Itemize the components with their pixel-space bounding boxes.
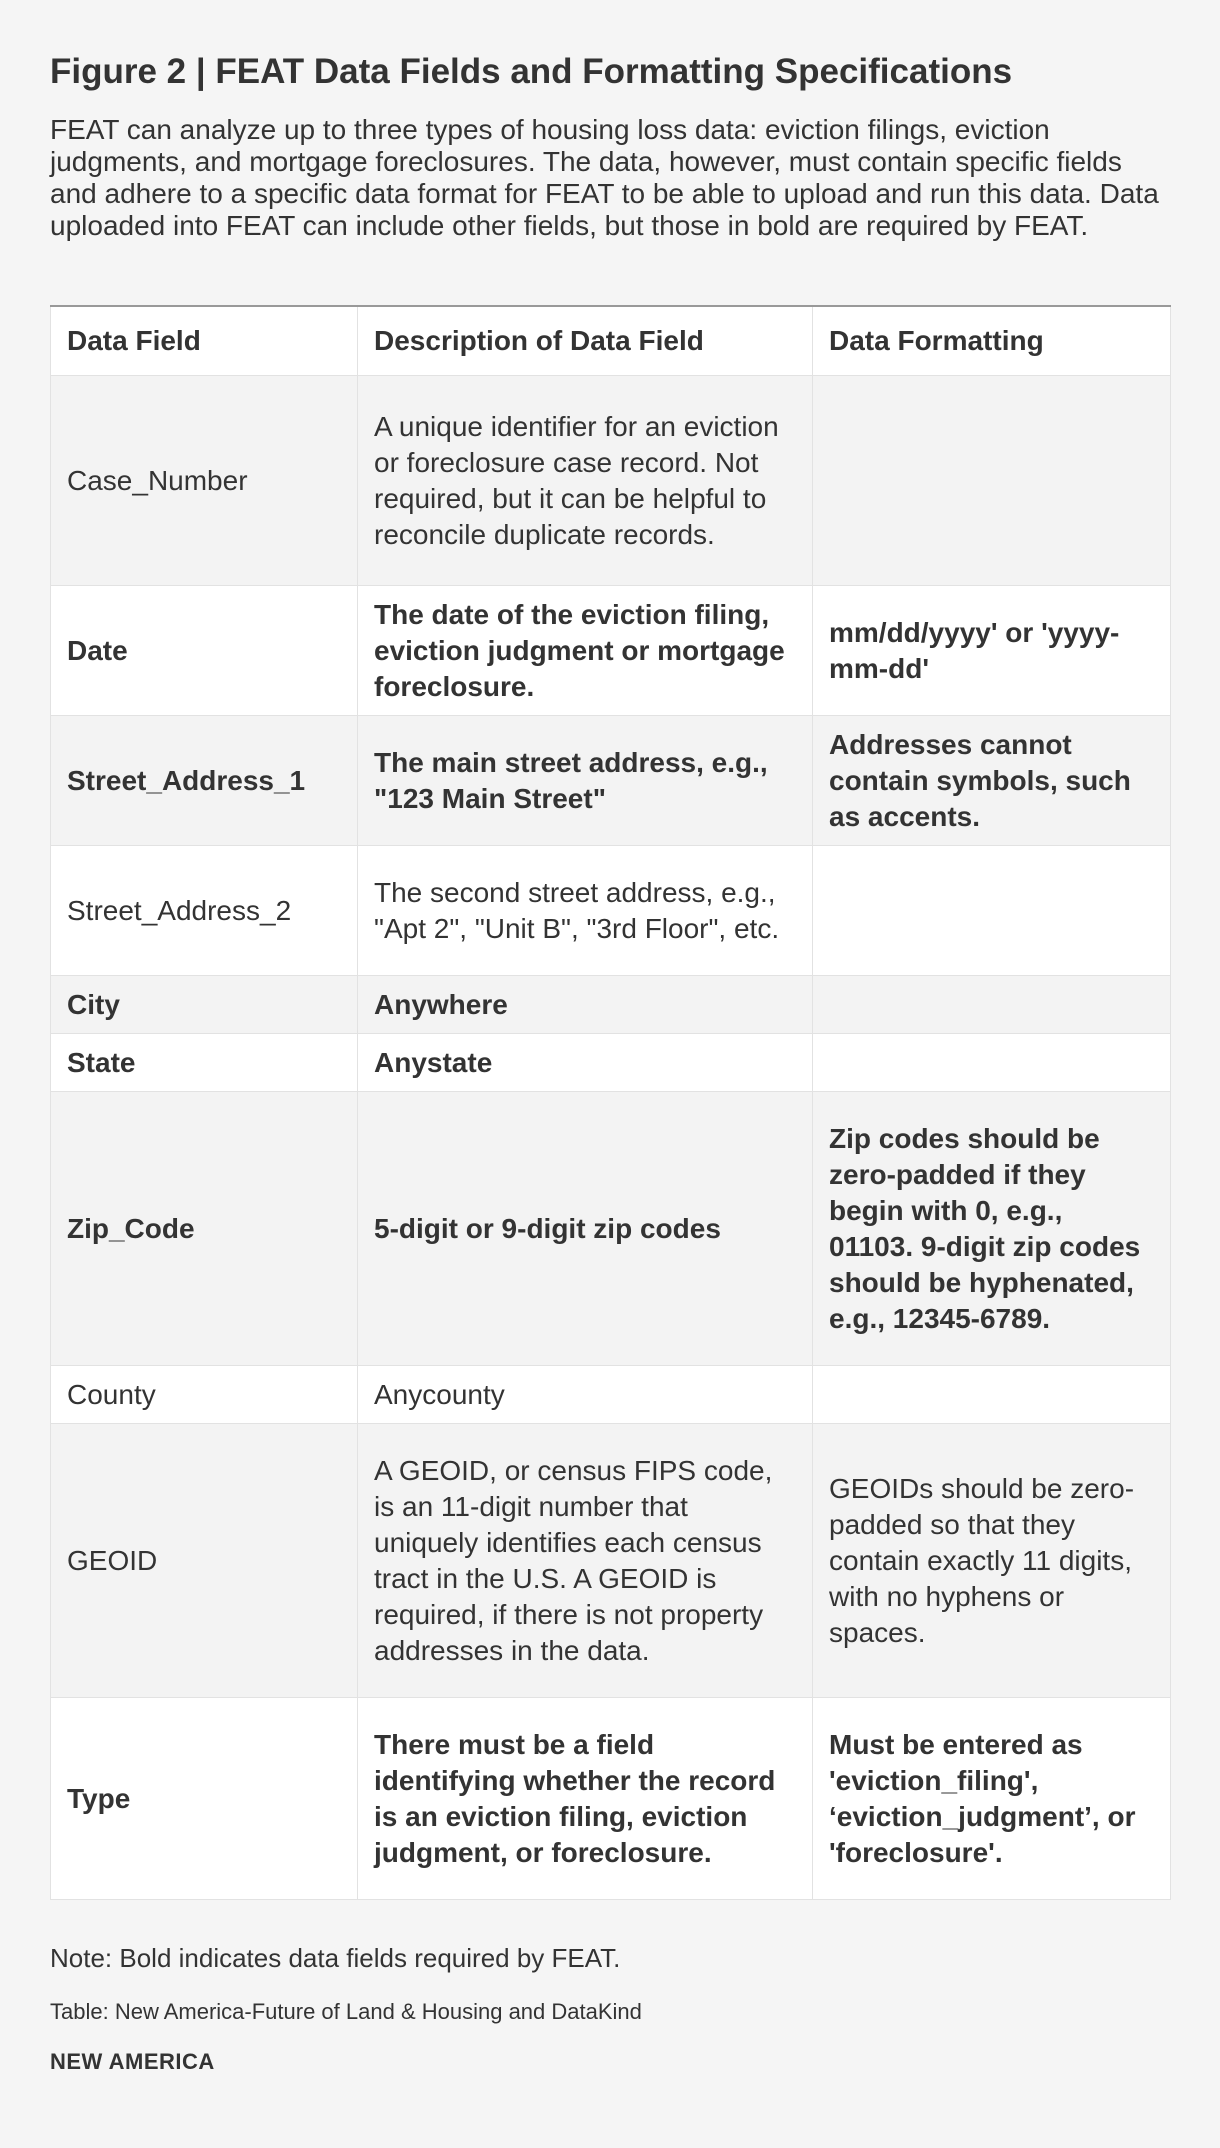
cell-description: A unique identifier for an eviction or foreclosure case record. Not required, but it can be helpful to reconcile duplicate records. [358,376,813,586]
cell-formatting [813,976,1171,1034]
cell-field: Street_Address_1 [51,716,358,846]
cell-description: Anywhere [358,976,813,1034]
cell-formatting: mm/dd/yyyy' or 'yyyy-mm-dd' [813,586,1171,716]
table-row [51,1424,1171,1698]
header-formatting: Data Formatting [813,306,1171,376]
table-row [51,1092,1171,1366]
cell-field: GEOID [51,1424,358,1698]
cell-field: Street_Address_2 [51,846,358,976]
cell-description: The second street address, e.g., "Apt 2", "Unit B", "3rd Floor", etc. [358,846,813,976]
table-row [51,1698,1171,1900]
table-source: Table: New America-Future of Land & Housing and DataKind [50,1999,642,2024]
table-row [51,1034,1171,1092]
cell-formatting: Must be entered as 'eviction_filing', ‘eviction_judgment’, or 'foreclosure'. [813,1698,1171,1900]
cell-field: Case_Number [51,376,358,586]
table-row [51,376,1171,586]
cell-description: Anycounty [358,1366,813,1424]
table-header-row [51,306,1171,376]
cell-description: Anystate [358,1034,813,1092]
cell-field: State [51,1034,358,1092]
cell-formatting: Addresses cannot contain symbols, such as accents. [813,716,1171,846]
cell-description: A GEOID, or census FIPS code, is an 11-digit number that uniquely identifies each census tract in the U.S. A GEOID is required, if there is not property addresses in the data. [358,1424,813,1698]
cell-description: The date of the eviction filing, eviction judgment or mortgage foreclosure. [358,586,813,716]
cell-field: City [51,976,358,1034]
cell-field: Zip_Code [51,1092,358,1366]
table-row [51,1366,1171,1424]
cell-field: Date [51,586,358,716]
table-note: Note: Bold indicates data fields required by FEAT. [50,1943,621,1973]
cell-field: County [51,1366,358,1424]
cell-description: There must be a field identifying whether the record is an eviction filing, eviction judgment, or foreclosure. [358,1698,813,1900]
figure-title: Figure 2 | FEAT Data Fields and Formatting Specifications [50,52,1013,91]
cell-description: 5-digit or 9-digit zip codes [358,1092,813,1366]
cell-formatting [813,1034,1171,1092]
table-row [51,586,1171,716]
cell-formatting: GEOIDs should be zero-padded so that they contain exactly 11 digits, with no hyphens or spaces. [813,1424,1171,1698]
cell-field: Type [51,1698,358,1900]
table-row [51,846,1171,976]
cell-formatting: Zip codes should be zero-padded if they begin with 0, e.g., 01103. 9-digit zip codes should be hyphenated, e.g., 12345-6789. [813,1092,1171,1366]
header-description: Description of Data Field [358,306,813,376]
cell-formatting [813,846,1171,976]
table-row [51,716,1171,846]
intro-paragraph: FEAT can analyze up to three types of housing loss data: eviction filings, eviction judgments, and mortgage foreclosures. The data, however, must contain specific fields and adhere to a specific data format for FEAT to be able to upload and run this data. Data uploaded into FEAT can include other fields, but those in bold are required by FEAT. [50,114,1159,241]
cell-description: The main street address, e.g., "123 Main Street" [358,716,813,846]
cell-formatting [813,1366,1171,1424]
publisher-logo-text: NEW AMERICA [50,2049,215,2074]
data-fields-table [50,305,1171,1900]
header-data-field: Data Field [51,306,358,376]
cell-formatting [813,376,1171,586]
table-row [51,976,1171,1034]
